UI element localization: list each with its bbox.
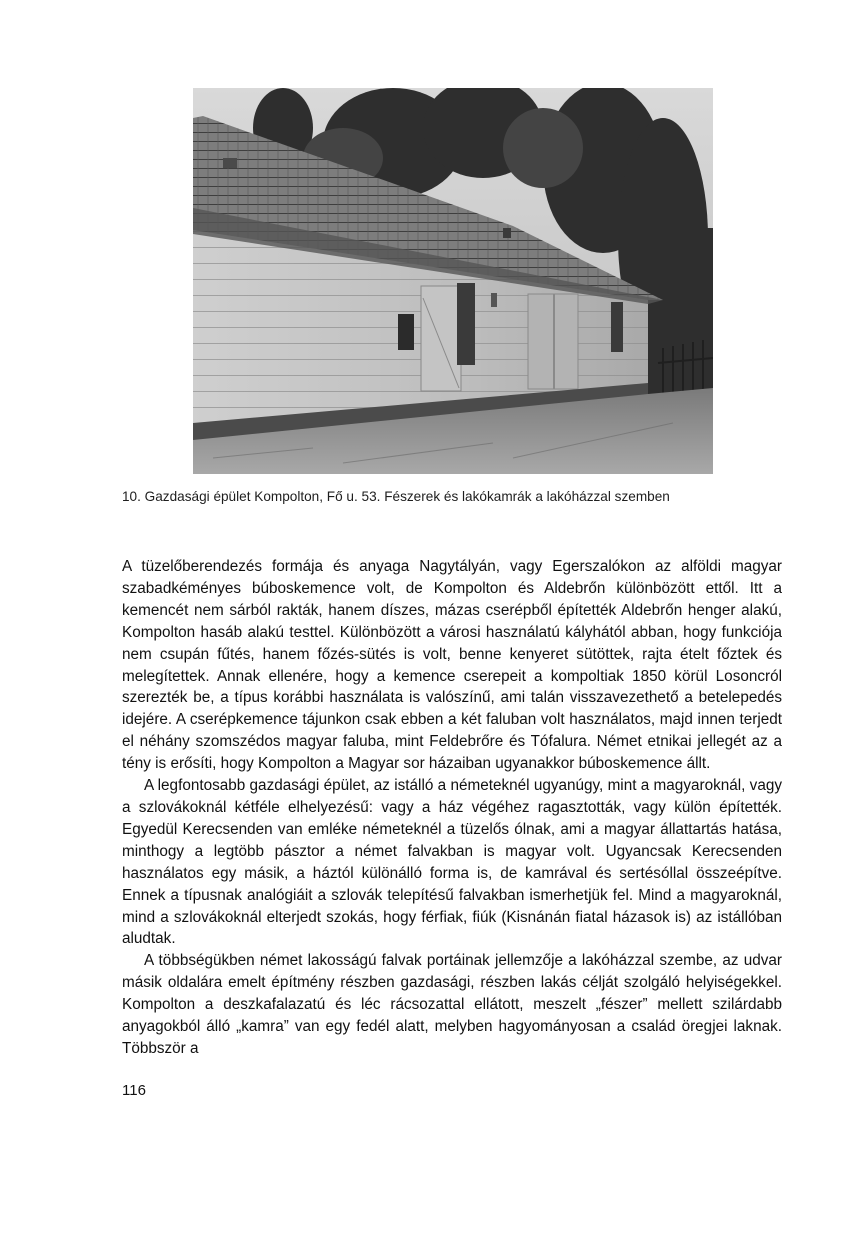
paragraph-2: A legfontosabb gazdasági épület, az istálló a németeknél ugyanúgy, mint a magyaroknál, vagy a szlovákoknál kétféle elhelyezésű: vagy a ház végéhez ragasztották, vagy külön építették. Egyedül Kerecsenden van emléke németeknél a tüzelős ólnak, ami a magyar állattartás hatása, minthogy a legtöbb pásztor a német falvakban is magyar volt. Ugyancsak Kerecsenden használatos egy másik, a háztól különálló forma is, de kamrával és sertésóllal összeépítve. Ennek a típusnak analógiáit a szlovák telepítésű falvakban ismerhetjük fel. Mind a magyaroknál, mind a szlovákoknál elterjedt szokás, hogy férfiak, fiúk (Kisnánán fiatal házasok is) az istállóban aludtak. [122, 777, 782, 948]
paragraph-1: A tüzelőberendezés formája és anyaga Nagytályán, vagy Egerszalókon az alföldi magyar szabadkéményes búboskemence volt, de Kompolton és Aldebrőn különbözött ettől. Itt a kemencét nem sárból rakták, hanem díszes, mázas cserépből építették Aldebrőn henger alakú, Kompolton hasáb alakú testtel. Különbözött a városi használatú kályhától abban, hogy funkciója nem csupán fűtés, hanem főzés-sütés is volt, benne kenyeret sütöttek, rajta ételt főztek és melegítettek. Annak ellenére, hogy a kemence cserepeit a kompoltiak 1850 körül Losoncról szerezték be, a típus korábbi használata is valószínű, ami talán visszavezethető a betelepedés idejére. A cserépkemence tájunkon csak ebben a két faluban volt használatos, majd innen terjedt el néhány szomszédos magyar faluba, mint Feldebrőre és Tófalura. Német etnikai jellegét az a tény is erősíti, hogy Kompolton a Magyar sor házaiban ugyanakkor búboskemence állt. [122, 558, 782, 773]
page-number: 116 [122, 1082, 146, 1099]
body-text [122, 556, 782, 1060]
paragraph-3: A többségükben német lakosságú falvak portáinak jellemzője a lakóházzal szembe, az udvar másik oldalára emelt építmény részben gazdasági, részben lakás célját szolgáló helyiségekkel. Kompolton a deszkafalazatú és léc rácsozattal ellátott, meszelt „fészer” mellett szilárdabb anyagokból álló „kamra” van egy fedél alatt, melyben hagyományosan a család öregjei laknak. Többször a [122, 952, 782, 1057]
figure-caption: 10. Gazdasági épület Kompolton, Fő u. 53. Fészerek és lakókamrák a lakóházzal szemben [122, 489, 670, 504]
figure-photo [193, 88, 713, 474]
barn-photo-illustration [193, 88, 713, 474]
